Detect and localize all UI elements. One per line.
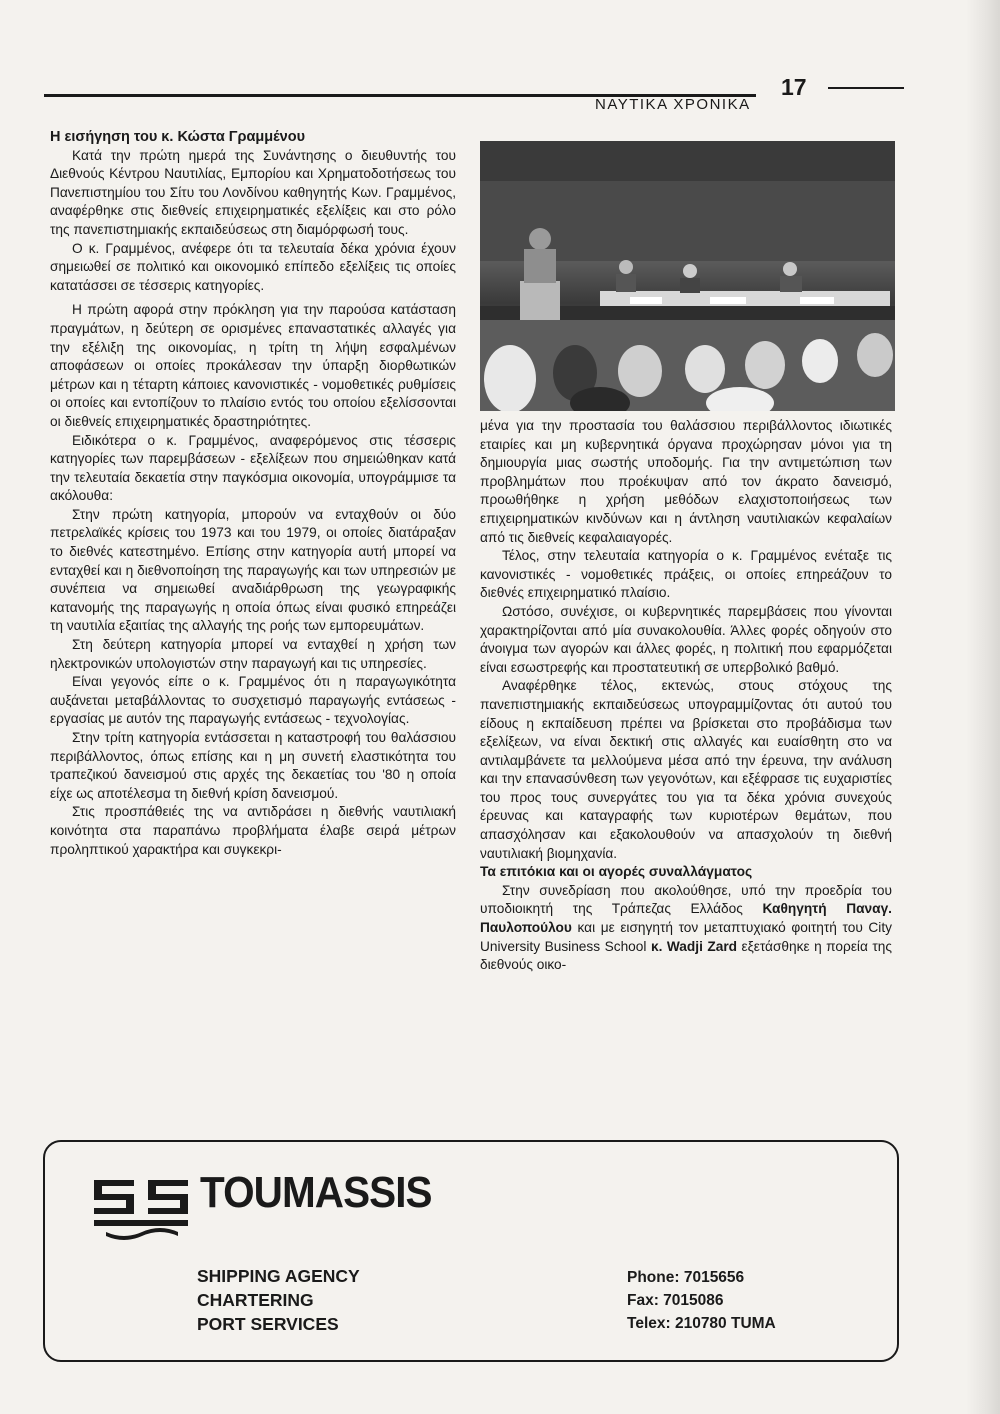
- paragraph: μένα για την προστασία του θαλάσσιου περιβάλλοντος ιδιωτικές εταιρίες και μη κυβερνητικά όργανα προχώρησαν μόνοι για τη δημιουργία μιας σωστής υποδομής. Για την αντιμετώπιση των προβλημάτων που προέκυψαν από τον άκρατο δανεισμό, προωθήθηκε η χρήση μεθόδων ελαχιστοποιήσεως των επιχειρηματικών κινδύνων και η άντληση ναυτιλιακών κεφαλαίων από τις διεθνείς κεφαλαιαγορές.: [480, 418, 892, 545]
- fax-number: Fax: 7015086: [627, 1292, 724, 1309]
- paragraph: Κατά την πρώτη ημερά της Συνάντησης ο διευθυντής του Διεθνούς Κέντρου Ναυτιλίας, Εμπορίου και Χρηματοδοτήσεως του Πανεπιστημίου του Σίτυ του Λονδίνου καθηγητής Κων. Γραμμένος, αναφέρθηκε στις διεθνείς επιχειρηματικές εξελίξεις και στο ρόλο της πανεπιστημιακής εκπαιδεύσεως στη διαμόρφωσή τους.: [50, 147, 456, 237]
- toumassis-logo-icon: [92, 1176, 192, 1245]
- left-column: [50, 128, 456, 859]
- bold-name: Καθηγητή Παναγ. Παυλοπούλου: [480, 901, 892, 936]
- header-rule-right: [828, 87, 904, 89]
- paragraph: [480, 882, 892, 975]
- publication-title: ΝΑΥΤΙΚΑ ΧΡΟΝΙΚΑ: [595, 96, 751, 113]
- phone-number: Phone: 7015656: [627, 1269, 745, 1286]
- text-run: εξετάσθηκε η πορεία της διεθνούς οικο-: [480, 938, 892, 973]
- paragraph: Στην τρίτη κατηγορία εντάσσεται η καταστροφή του θαλάσσιου περιβάλλοντος, όπως επίσης και η μη συνετή ελαστικότητα του τραπεζικού δανεισμού στις αρχές της δεκαετίας του '80 η οποία είχε ως αποτέλεσμα τη διεθνή κρίση δανεισμού.: [50, 730, 456, 801]
- services-list: [197, 1264, 360, 1336]
- paragraph: Στη δεύτερη κατηγορία μπορεί να ενταχθεί η χρήση των ηλεκτρονικών υπολογιστών στην παραγωγή και τις υπηρεσίες.: [50, 637, 456, 671]
- contact-info: [627, 1266, 776, 1335]
- service-item: CHARTERING: [197, 1290, 314, 1310]
- paragraph: Τέλος, στην τελευταία κατηγορία ο κ. Γραμμένος ενέταξε τις κανονιστικές - νομοθετικές πράξεις, οι οποίες επηρεάζουν το διεθνές επιχειρηματικό πλαίσιο.: [480, 548, 892, 601]
- brand-name: TOUMASSIS: [200, 1168, 432, 1217]
- conference-photo: [480, 141, 895, 411]
- toumassis-advertisement: [43, 1140, 899, 1362]
- paragraph: Στην πρώτη κατηγορία, μπορούν να ενταχθούν οι δύο πετρελαϊκές κρίσεις του 1973 και του 1979, οι οποίες διατάραξαν το διεθνές κατεστημένο. Επίσης στην κατηγορία αυτή μπορεί να ενταχθεί και η διεθνοποίηση της παραγωγής και των υπηρεσιών με συνέπεια να σημειωθεί αναδιάρθρωση της γεωγραφικής κατανομής της παραγωγής η οποία όπως είναι φυσικό επηρεάζει τη ναυτιλία εξαιτίας της αλλαγής της ροής των εμπορευμάτων.: [50, 506, 456, 634]
- paragraph: Η πρώτη αφορά στην πρόκληση για την παρούσα κατάσταση πραγμάτων, η δεύτερη σε ορισμένες επαναστατικές αλλαγές για την εξέλιξη της οικονομίας, η τρίτη τη λήψη εσφαλμένων αποφάσεων οι οποίες προκάλεσαν την ύπαρξη διορθωτικών μέτρων και η τέταρτη κάποιες κανονιστικές - νομοθετικές ρυθμίσεις οι οποίες και εντοπίζουν το πλαίσιο εντός του οποίου εξελίσσονται οι διεθνείς επιχειρηματικές δραστηριότητες.: [50, 302, 456, 429]
- page-number: 17: [781, 74, 807, 100]
- text-run: Στην συνεδρίαση που ακολούθησε, υπό την προεδρία του υποδιοικητή της Τράπεζας Ελλάδος: [480, 882, 892, 917]
- paragraph: Είναι γεγονός είπε ο κ. Γραμμένος ότι η παραγωγικότητα αυξάνεται μεταβάλλοντας το συσχετισμό παραγωγής εντάσεως - εργασίας με αυτόν της παραγωγής εντάσεως - τεχνολογίας.: [50, 674, 456, 727]
- service-item: PORT SERVICES: [197, 1314, 339, 1334]
- paragraph: Ωστόσο, συνέχισε, οι κυβερνητικές παρεμβάσεις που γίνονται χαρακτηρίζονται από μία συνακολουθία. Άλλες φορές οδηγούν στο άνοιγμα των αγορών και άλλες φορές, η πολιτική που εφαρμόζεται είναι εσωστρεφής και προστατευτική σε υπερβολικό βαθμό.: [480, 603, 892, 675]
- paragraph: Ο κ. Γραμμένος, ανέφερε ότι τα τελευταία δέκα χρόνια έχουν σημειωθεί σε πολιτικό και οικονομικό επίπεδο εξελίξεις τις οποίες κατατάσσει σε τέσσερις κατηγορίες.: [50, 240, 456, 293]
- page-edge-shadow: [966, 0, 1000, 1414]
- telex-number: Telex: 210780 TUMA: [627, 1315, 776, 1332]
- section-heading: Η εισήγηση του κ. Κώστα Γραμμένου: [50, 129, 306, 145]
- paragraph: Αναφέρθηκε τέλος, εκτενώς, στους στόχους της πανεπιστημιακής εκπαιδεύσεως υπογραμμίζοντας ότι αυτού του είδους η εκπαίδευση πρέπει να βρίσκεται στο προβάδισμα των εξελίξεων, να είναι δεκτική στις αλλαγές και ευαίσθητη στο να αντιλαμβάνετε τα μελλούμενα μέσα από την έρευνα, την ανάλυση και την επανασύνθεση των γεγονότων, και εξέφρασε τις ευχαριστίες του προς τους συνεργάτες του για τα δέκα χρόνια συνεχούς έρευνας και καταγραφής των κυριοτέρων θεμάτων, που απασχόλησαν και εξακολουθούν να απασχολούν τη διεθνή ναυτιλιακή βιομηχανία.: [480, 678, 892, 861]
- service-item: SHIPPING AGENCY: [197, 1266, 360, 1286]
- right-column: [480, 417, 892, 975]
- paragraph: Στις προσπάθειές της να αντιδράσει η διεθνής ναυτιλιακή κοινότητα στα παραπάνω προβλήματα έλαβε σειρά μέτρων προληπτικού χαρακτήρα και συγκεκρι-: [50, 804, 456, 857]
- section-heading-2: Τα επιτόκια και οι αγορές συναλλάγματος: [480, 864, 753, 880]
- paragraph: Ειδικότερα ο κ. Γραμμένος, αναφερόμενος στις τέσσερις κατηγορίες των παρεμβάσεων - εξελίξεων που σημειώθηκαν κατά την τελευταία δεκαετία στην παγκόσμια οικονομία, υπογράμμισε τα ακόλουθα:: [50, 432, 456, 504]
- bold-name: κ. Wadji Zard: [650, 938, 738, 954]
- text-run: και με εισηγητή τον μεταπτυχιακό φοιτητή του City University Business School: [480, 920, 892, 954]
